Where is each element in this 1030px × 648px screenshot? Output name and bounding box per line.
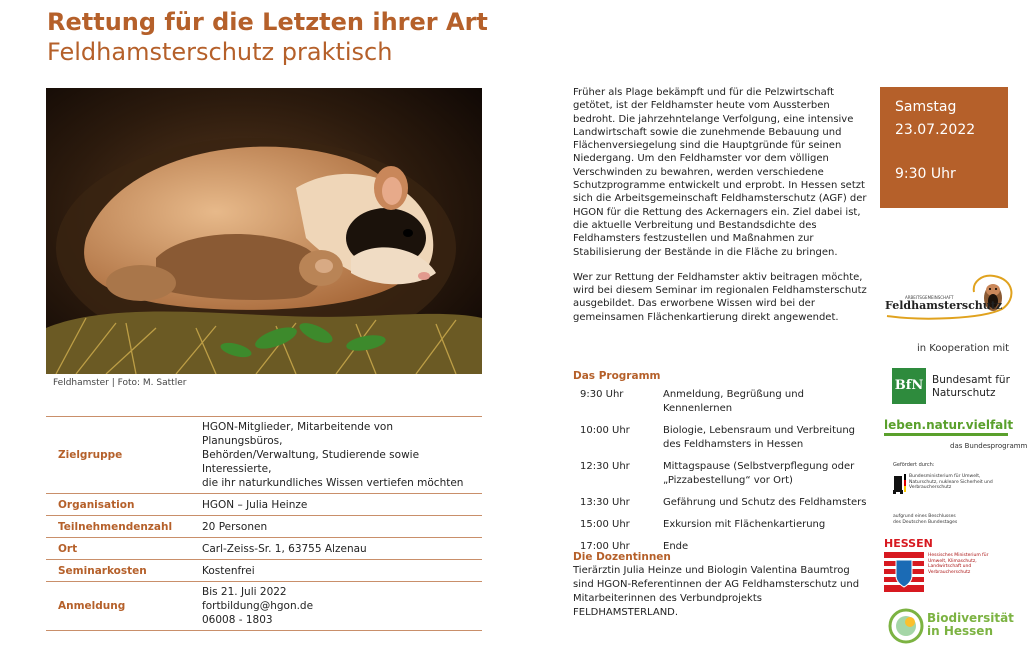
details-label: Seminarkosten: [46, 560, 190, 582]
details-label: Zielgruppe: [46, 417, 190, 494]
details-label: Anmeldung: [46, 582, 190, 631]
program-item: [573, 518, 871, 532]
lecturers-heading: Die Dozentinnen: [573, 551, 671, 563]
details-label: Ort: [46, 538, 190, 560]
bmuv-text: Bundesministerium für Umwelt, Naturschutz, nukleare Sicherheit und Verbraucherschutz: [909, 474, 993, 490]
biodiversity-logo-icon: [888, 608, 924, 644]
details-value-line: die ihr naturkundliches Wissen vertiefen möchten: [202, 477, 464, 489]
flag-stripe: [904, 474, 906, 492]
details-value-line: Bis 21. Juli 2022: [202, 586, 287, 598]
details-row: [46, 560, 482, 582]
details-value-line: 20 Personen: [202, 520, 268, 533]
biodiversity-line: Biodiversität: [927, 611, 1014, 625]
details-value: [190, 417, 482, 494]
bfn-name: [932, 374, 1010, 400]
details-value-line: Carl-Zeiss-Sr. 1, 63755 Alzenau: [202, 542, 367, 555]
details-value: [190, 494, 482, 516]
date-time: 9:30 Uhr: [895, 166, 956, 182]
details-row: [46, 417, 482, 494]
details-value: [190, 582, 482, 631]
program-time: 9:30 Uhr: [580, 389, 624, 400]
details-label: Teilnehmendenzahl: [46, 516, 190, 538]
program-section: [573, 370, 871, 562]
details-value-line: HGON-Mitglieder, Mitarbeitende von Planungsbüros,: [202, 421, 393, 447]
program-item: [573, 424, 871, 452]
program-heading: Das Programm: [573, 370, 661, 382]
program-item: [573, 496, 871, 510]
details-row: [46, 582, 482, 631]
program-time: 15:00 Uhr: [580, 519, 630, 530]
bfn-name-line: Naturschutz: [932, 387, 996, 399]
details-value-line: 06008 - 1803: [202, 614, 273, 626]
program-desc: Gefährung und Schutz des Feldhamsters: [663, 497, 867, 508]
details-row: [46, 516, 482, 538]
details-label: Organisation: [46, 494, 190, 516]
details-value: [190, 538, 482, 560]
lecturers-text: Tierärztin Julia Heinze und Biologin Valentina Baumtrog sind HGON-Referentinnen der AG Feldhamsterschutz und Mitarbeiterinnen des Verbundprojekts FELDHAMSTERLAND.: [573, 565, 860, 618]
program-time: 10:00 Uhr: [580, 425, 630, 436]
biodiversity-text: [927, 612, 1014, 638]
bmuv-note: aufgrund eines Beschlusses des Deutschen Bundestages: [893, 514, 958, 525]
details-value: [190, 560, 482, 582]
lecturers-section: [573, 550, 869, 620]
agf-small-text: ARBEITSGEMEINSCHAFT: [905, 295, 954, 300]
date-date: 23.07.2022: [895, 122, 976, 138]
hessen-label: HESSEN: [884, 537, 933, 550]
program-desc: Biologie, Lebensraum und Verbreitung des Feldhamsters in Hessen: [663, 425, 856, 450]
funded-by-label: Gefördert durch:: [893, 462, 935, 468]
intro-text: [573, 86, 871, 336]
agf-logo: [882, 274, 1017, 322]
lnv-logo: leben.natur.vielfalt: [884, 418, 1014, 432]
intro-paragraph: Früher als Plage bekämpft und für die Pelzwirtschaft getötet, ist der Feldhamster heute vom Aussterben bedroht. Die jahrzehntelange Verfolgung, eine intensive Landwirtschaft sowie die zunehmende Bebauung und Flächenversiegelung sind die Hauptgründe für seinen Niedergang. Um den Feldhamster vor dem völligen Verschwinden zu bewahren, werden verschiedene Schutzprogramme entwickelt und erprobt. In Hessen setzt sich die Arbeitsgemeinschaft Feldhamsterschutz (AGF) der HGON für die Rettung des Ackernagers ein. Ziel dabei ist, die aktuelle Verbreitung und Bestandsdichte des Feldhamsters festzustellen und Maßnahmen zur Stabilisierung der Bestände in die Fläche zu bringen.: [573, 87, 867, 258]
bfn-name-line: Bundesamt für: [932, 374, 1010, 386]
date-box: [880, 87, 1008, 208]
program-desc: Mittagspause (Selbstverpflegung oder „Pizzabestellung“ vor Ort): [663, 461, 855, 486]
hessen-ministry: Hessisches Ministerium für Umwelt, Klimaschutz, Landwirtschaft und Verbraucherschutz: [928, 553, 989, 575]
details-value-line: fortbildung@hgon.de: [202, 600, 314, 612]
details-value-line: HGON – Julia Heinze: [202, 498, 308, 511]
hamster-photo: [46, 88, 482, 374]
details-value: [190, 516, 482, 538]
program-desc: Anmeldung, Begrüßung und Kennenlernen: [663, 389, 804, 414]
cooperation-text: in Kooperation mit: [917, 343, 1010, 354]
program-time: 13:30 Uhr: [580, 497, 630, 508]
date-day: Samstag: [895, 99, 957, 115]
agf-name: Feldhamsterschutz: [885, 299, 1003, 312]
program-time: 17:00 Uhr: [580, 541, 630, 552]
biodiversity-line: in Hessen: [927, 624, 993, 638]
photo-caption: Feldhamster | Foto: M. Sattler: [53, 378, 187, 388]
program-desc: Ende: [663, 541, 689, 552]
lnv-bar: [884, 433, 1008, 436]
details-row: [46, 494, 482, 516]
eagle-icon: [893, 476, 903, 494]
details-value-line: Behörden/Verwaltung, Studierende sowie Interessierte,: [202, 449, 420, 475]
program-item: [573, 388, 871, 416]
lnv-sub: das Bundesprogramm: [950, 442, 1028, 450]
program-time: 12:30 Uhr: [580, 461, 630, 472]
details-table: [46, 416, 482, 631]
program-item: [573, 460, 871, 488]
details-row: [46, 538, 482, 560]
intro-paragraph: Wer zur Rettung der Feldhamster aktiv beitragen möchte, wird bei diesem Seminar im regionalen Feldhamsterschutz ausgebildet. Das erworbene Wissen wird bei der gemeinsamen Flächenkartierung direkt angewendet.: [573, 271, 867, 323]
page-subtitle: Feldhamsterschutz praktisch: [47, 38, 393, 66]
program-desc: Exkursion mit Flächenkartierung: [663, 519, 826, 530]
bfn-logo-icon: BfN: [892, 368, 926, 404]
hessen-crest-icon: [884, 552, 924, 592]
details-value-line: Kostenfrei: [202, 564, 255, 577]
page-title: Rettung für die Letzten ihrer Art: [47, 8, 488, 36]
